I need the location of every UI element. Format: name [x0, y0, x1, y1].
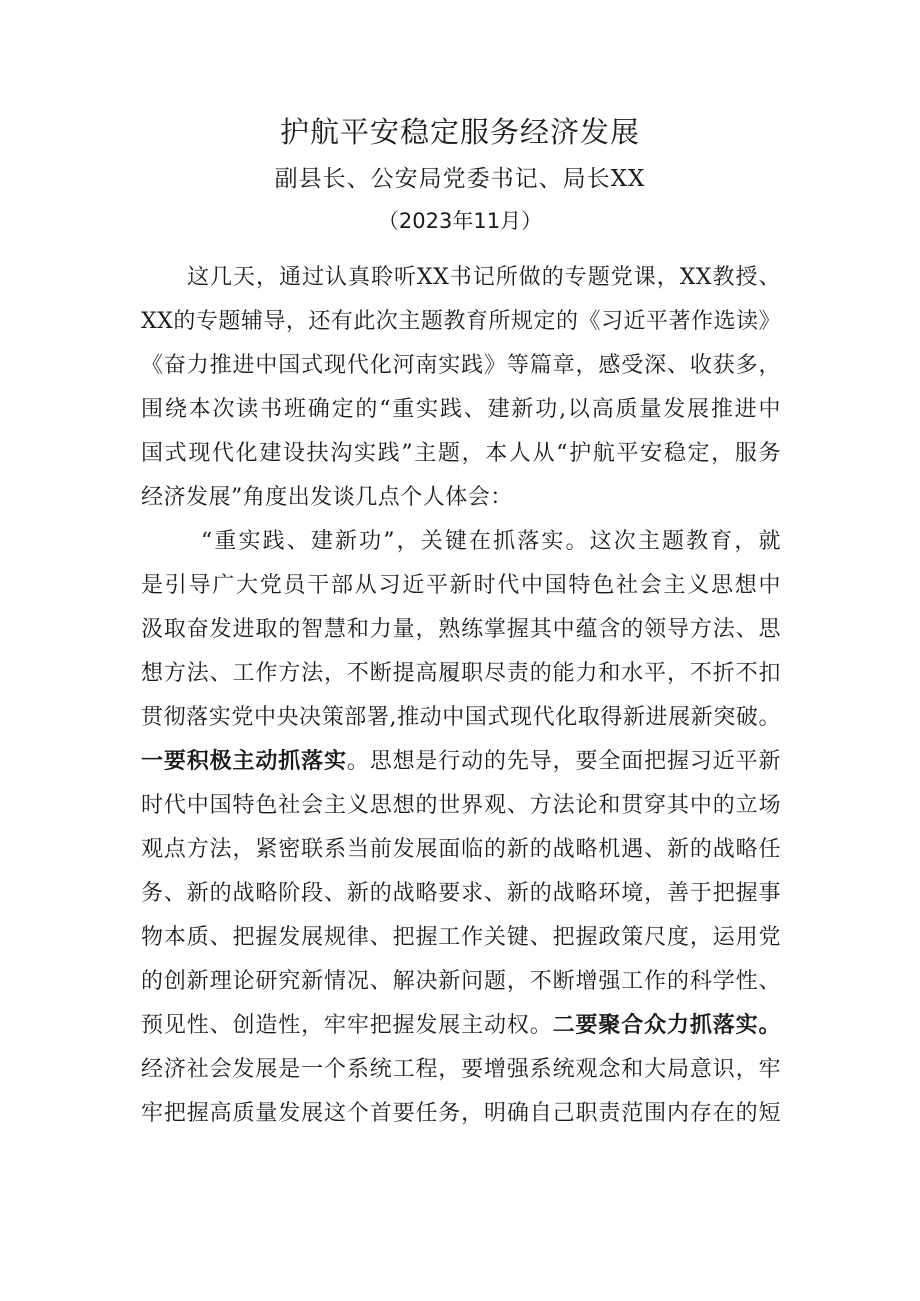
- body-text: [141, 256, 781, 1136]
- paragraph-line: 经济社会发展是一个系统工程，要增强系统观念和大局意识，牢: [141, 1057, 781, 1082]
- paragraph-text: 预见性、创造性，牢牢把握发展主动权。: [141, 1013, 553, 1038]
- paragraph-line: 想方法、工作方法，不断提高履职尽责的能力和水平，不折不扣: [141, 661, 781, 686]
- author-line: 副县长、公安局党委书记、局长XX: [274, 166, 646, 192]
- document-title: 护航平安稳定服务经济发展: [279, 115, 640, 149]
- paragraph-line: 《奋力推进中国式现代化河南实践》等篇章，感受深、收获多，: [141, 353, 781, 378]
- paragraph-line: 时代中国特色社会主义思想的世界观、方法论和贯穿其中的立场: [141, 793, 781, 818]
- paragraph-line: 国式现代化建设扶沟实践”主题，本人从“护航平安稳定，服务: [141, 441, 781, 466]
- paragraph-text: 。思想是行动的先导，要全面把握习近平新: [346, 749, 781, 774]
- paragraph-line: 这几天，通过认真聆听XX书记所做的专题党课，XX教授、: [187, 265, 781, 290]
- paragraph-line: 汲取奋发进取的智慧和力量，熟练掌握其中蕴含的领导方法、思: [141, 617, 781, 642]
- paragraph-line: 围绕本次读书班确定的“重实践、建新功,以高质量发展推进中: [141, 397, 781, 422]
- paragraph-line: [141, 740, 781, 784]
- paragraph-line: 是引导广大党员干部从习近平新时代中国特色社会主义思想中: [141, 573, 781, 598]
- paragraph-line: 的创新理论研究新情况、解决新问题，不断增强工作的科学性、: [141, 969, 781, 994]
- paragraph-line: 牢把握高质量发展这个首要任务，明确自己职责范围内存在的短: [141, 1101, 781, 1126]
- paragraph-line: 务、新的战略阶段、新的战略要求、新的战略环境，善于把握事: [141, 881, 781, 906]
- bold-heading-2: 二要聚合众力抓落实。: [552, 1013, 781, 1038]
- paragraph-line: [141, 1004, 781, 1048]
- paragraph-line: 观点方法，紧密联系当前发展面临的新的战略机遇、新的战略任: [141, 837, 781, 862]
- date-line: （2023年11月）: [377, 209, 543, 233]
- paragraph-line: “重实践、建新功”，关键在抓落实。这次主题教育，就: [201, 529, 781, 554]
- bold-heading-1: 一要积极主动抓落实: [141, 749, 347, 774]
- paragraph-line: 经济发展”角度出发谈几点个人体会：: [141, 485, 513, 510]
- paragraph-line: XX的专题辅导，还有此次主题教育所规定的《习近平著作选读》: [141, 309, 781, 334]
- paragraph-line: 贯彻落实党中央决策部署,推动中国式现代化取得新进展新突破。: [141, 705, 781, 730]
- paragraph-line: 物本质、把握发展规律、把握工作关键、把握政策尺度，运用党: [141, 925, 781, 950]
